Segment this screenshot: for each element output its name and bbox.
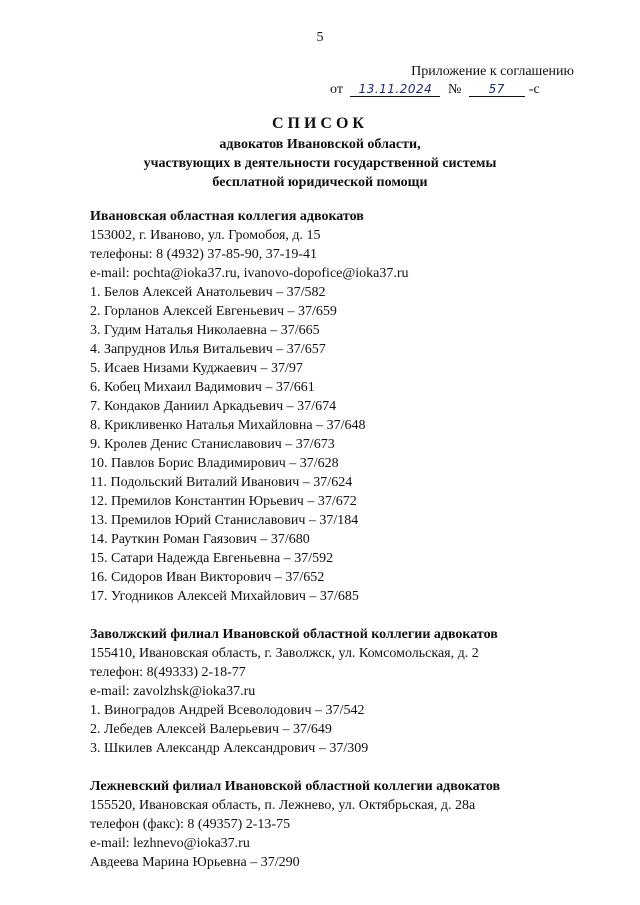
email: e-mail: pochta@ioka37.ru, ivanovo-dopofice@ioka37.ru bbox=[90, 266, 409, 281]
appendix-header bbox=[330, 64, 580, 98]
list-item: 14. Рауткин Роман Гаязович – 37/680 bbox=[90, 532, 310, 547]
heading-line: адвокатов Ивановской области, bbox=[219, 137, 421, 152]
list-item: 13. Премилов Юрий Станиславович – 37/184 bbox=[90, 513, 359, 528]
phones: телефон (факс): 8 (49357) 2-13-75 bbox=[90, 817, 291, 832]
number-label: № bbox=[447, 82, 462, 97]
phones: телефон: 8(49333) 2-18-77 bbox=[90, 665, 246, 680]
from-label: от bbox=[330, 82, 343, 97]
document-heading bbox=[0, 114, 640, 192]
list-item: 8. Крикливенко Наталья Михайловна – 37/648 bbox=[90, 418, 366, 433]
list-item: 6. Кобец Михаил Вадимович – 37/661 bbox=[90, 380, 315, 395]
document-body bbox=[90, 207, 630, 891]
list-item: 9. Кролев Денис Станиславович – 37/673 bbox=[90, 437, 335, 452]
address: 155410, Ивановская область, г. Заволжск, ул. Комсомольская, д. 2 bbox=[90, 646, 479, 661]
number-suffix: -с bbox=[528, 82, 540, 97]
agreement-date: 13.11.2024 bbox=[350, 82, 440, 97]
list-item: 4. Запруднов Илья Витальевич – 37/657 bbox=[90, 342, 326, 357]
list-item: 2. Лебедев Алексей Валерьевич – 37/649 bbox=[90, 722, 332, 737]
heading-line: участвующих в деятельности государственной системы bbox=[143, 156, 497, 171]
list-item: 3. Гудим Наталья Николаевна – 37/665 bbox=[90, 323, 320, 338]
appendix-reference bbox=[330, 82, 580, 98]
list-item: 17. Угодников Алексей Михайлович – 37/685 bbox=[90, 589, 359, 604]
section-name: Заволжский филиал Ивановской областной коллегии адвокатов bbox=[90, 627, 498, 642]
page-number: 5 bbox=[316, 30, 324, 45]
list-item: 1. Белов Алексей Анатольевич – 37/582 bbox=[90, 285, 326, 300]
section-name: Лежневский филиал Ивановской областной коллегии адвокатов bbox=[90, 779, 501, 794]
list-item: 1. Виноградов Андрей Всеволодович – 37/542 bbox=[90, 703, 365, 718]
list-item: 16. Сидоров Иван Викторович – 37/652 bbox=[90, 570, 325, 585]
section-lezhnevo-branch bbox=[90, 777, 630, 872]
appendix-title: Приложение к соглашению bbox=[411, 64, 574, 79]
list-item: 5. Исаев Низами Куджаевич – 37/97 bbox=[90, 361, 303, 376]
email: e-mail: lezhnevo@ioka37.ru bbox=[90, 836, 250, 851]
list-item: 12. Премилов Константин Юрьевич – 37/672 bbox=[90, 494, 357, 509]
section-name: Ивановская областная коллегия адвокатов bbox=[90, 209, 364, 224]
address: 155520, Ивановская область, п. Лежнево, ул. Октябрьская, д. 28а bbox=[90, 798, 476, 813]
agreement-number: 57 bbox=[469, 82, 525, 97]
phones: телефоны: 8 (4932) 37-85-90, 37-19-41 bbox=[90, 247, 318, 262]
section-zavolzhsk-branch bbox=[90, 625, 630, 758]
list-item: 15. Сатари Надежда Евгеньевна – 37/592 bbox=[90, 551, 334, 566]
list-item: 3. Шкилев Александр Александрович – 37/309 bbox=[90, 741, 369, 756]
list-item: 10. Павлов Борис Владимирович – 37/628 bbox=[90, 456, 339, 471]
heading-line: бесплатной юридической помощи bbox=[212, 175, 428, 190]
address: 153002, г. Иваново, ул. Громобоя, д. 15 bbox=[90, 228, 321, 243]
list-item: 7. Кондаков Даниил Аркадьевич – 37/674 bbox=[90, 399, 337, 414]
list-item: 11. Подольский Виталий Иванович – 37/624 bbox=[90, 475, 353, 490]
email: e-mail: zavolzhsk@ioka37.ru bbox=[90, 684, 256, 699]
section-ivanovo-bar bbox=[90, 207, 630, 606]
document-title: СПИСОК bbox=[271, 115, 369, 132]
list-item: 2. Горланов Алексей Евгеньевич – 37/659 bbox=[90, 304, 337, 319]
list-item: Авдеева Марина Юрьевна – 37/290 bbox=[90, 855, 300, 870]
